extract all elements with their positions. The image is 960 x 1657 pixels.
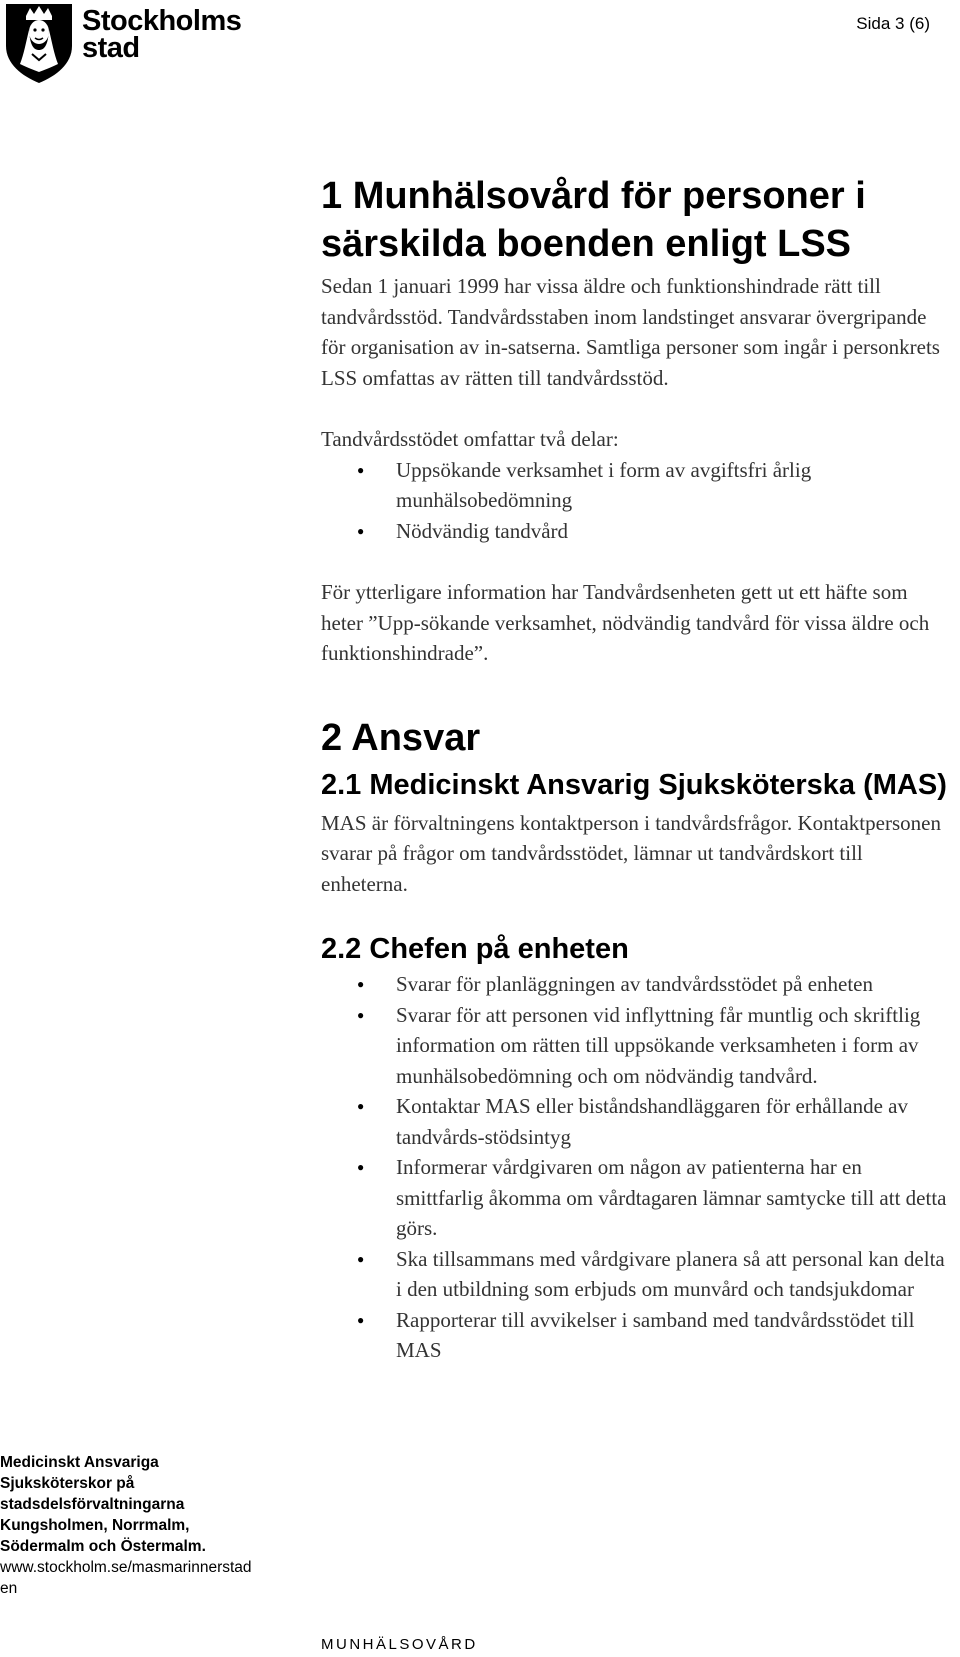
section2-heading: 2 Ansvar [321,716,481,759]
stockholms-stad-logo [4,2,241,84]
section1-heading: 1 Munhälsovård för personer i särskilda boenden enligt LSS [321,175,866,265]
tandvardsstod-intro: Tandvårdsstödet omfattar två delar: [321,427,619,451]
main-content [321,172,951,1366]
section1-intro: Sedan 1 januari 1999 har vissa äldre och funktionshindrade rätt till tandvårdsstöd. Tandvårdsstaben inom landstinget ansvarar övergripande för organisation av in-satserna. Samtliga personer som ingår i personkrets LSS omfattas av rätten till tandvårdsstöd. [321,274,940,390]
logo-text-line: stad [82,32,140,64]
coat-of-arms-icon [4,2,74,84]
list-item: ● Svarar för planläggningen av tandvårdsstödet på enheten [396,969,951,1000]
sidebar-url[interactable]: www.stockholm.se/masmarinnerstaden [0,1559,252,1597]
section2-2-heading: 2.2 Chefen på enheten [321,933,629,965]
more-info-paragraph: För ytterligare information har Tandvårdsenheten gett ut ett häfte som heter ”Upp-sökande verksamhet, nödvändig tandvård för vissa äldre och funktionshindrade”. [321,580,930,665]
list-item: ● Ska tillsammans med vårdgivare planera så att personal kan delta i den utbildning som erbjuds om munvård och tandsjukdomar [396,1244,951,1305]
page-number: Sida 3 (6) [856,14,930,33]
sidebar-contact [0,1452,260,1599]
list-item: ● Kontaktar MAS eller biståndshandläggaren för erhållande av tandvårds-stödsintyg [396,1091,951,1152]
list-item: ● Nödvändig tandvård [396,516,951,547]
logo-text [82,5,242,64]
chef-responsibilities-list [321,969,951,1366]
footer-label: MUNHÄLSOVÅRD [321,1636,478,1653]
sidebar-heading: Medicinskt Ansvariga Sjuksköterskor på stadsdelsförvaltningarna Kungsholmen, Norrmalm, Södermalm och Östermalm. [0,1454,206,1555]
logo-text-line: Stockholms [82,5,242,37]
mas-paragraph: MAS är förvaltningens kontaktperson i tandvårdsfrågor. Kontaktpersonen svarar på frågor om tandvårdsstödet, lämnar ut tandvårdskort till enheterna. [321,810,941,896]
tandvardsstod-parts-list [321,455,951,547]
section2-1-heading: 2.1 Medicinskt Ansvarig Sjuksköterska (MAS) [321,768,947,801]
list-item: ● Rapporterar till avvikelser i samband med tandvårdsstödet till MAS [396,1305,951,1366]
list-item: ● Svarar för att personen vid inflyttning får muntlig och skriftlig information om rätten till uppsökande verksamheten i form av munhälsobedömning och om nödvändig tandvård. [396,1000,951,1092]
list-item: ● Uppsökande verksamhet i form av avgiftsfri årlig munhälsobedömning [396,455,951,516]
list-item: ● Informerar vårdgivaren om någon av patienterna har en smittfarlig åkomma om vårdtagaren lämnar samtycke till att detta görs. [396,1152,951,1244]
